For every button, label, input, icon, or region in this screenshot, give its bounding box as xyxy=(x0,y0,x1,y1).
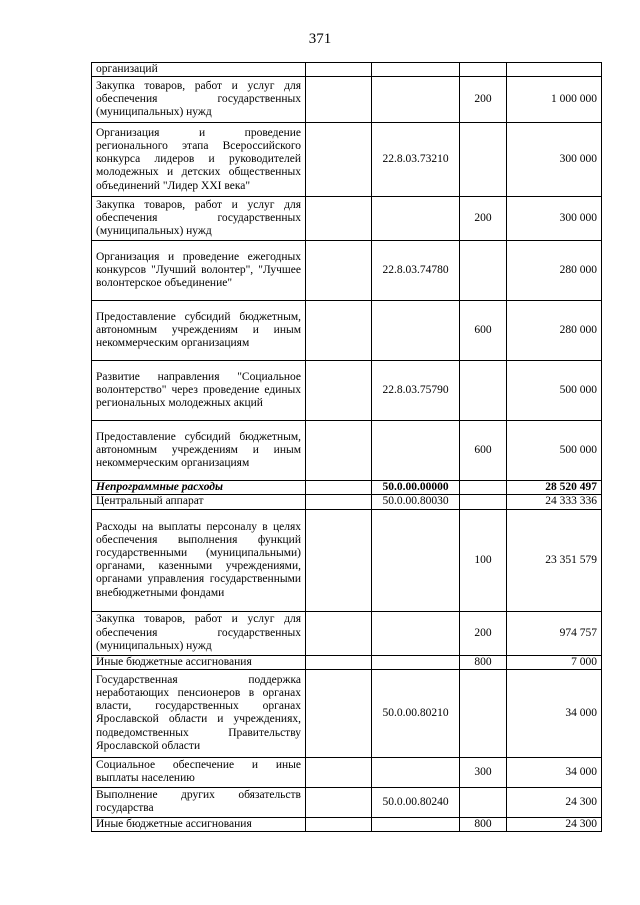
row-blank-cell xyxy=(306,241,372,301)
row-blank-cell xyxy=(306,77,372,123)
row-expense-type-cell: 600 xyxy=(460,301,507,361)
row-amount-cell: 280 000 xyxy=(507,301,602,361)
table-row xyxy=(92,787,602,817)
table-row xyxy=(92,817,602,831)
row-amount-cell: 500 000 xyxy=(507,361,602,421)
row-blank-cell xyxy=(306,63,372,77)
table-row xyxy=(92,757,602,787)
row-amount-cell: 24 300 xyxy=(507,787,602,817)
row-amount-cell: 1 000 000 xyxy=(507,77,602,123)
row-expense-type-cell xyxy=(460,123,507,197)
budget-table-body xyxy=(92,63,602,832)
row-code-cell xyxy=(372,301,460,361)
row-name-cell: Расходы на выплаты персоналу в целях обеспечения выполнения функций государственными (муниципальными) органами, казенными учреждениями, органами управления государственными внебюджетными фондами xyxy=(92,509,306,611)
table-row xyxy=(92,123,602,197)
table-row xyxy=(92,611,602,655)
row-expense-type-cell: 800 xyxy=(460,655,507,669)
row-blank-cell xyxy=(306,817,372,831)
row-amount-cell: 28 520 497 xyxy=(507,481,602,495)
row-amount-cell: 300 000 xyxy=(507,197,602,241)
row-blank-cell xyxy=(306,757,372,787)
table-row xyxy=(92,63,602,77)
table-row xyxy=(92,509,602,611)
row-code-cell xyxy=(372,757,460,787)
budget-table xyxy=(91,62,602,832)
row-blank-cell xyxy=(306,361,372,421)
row-amount-cell: 34 000 xyxy=(507,757,602,787)
row-name-cell: Предоставление субсидий бюджетным, автономным учреждениям и иным некоммерческим организациям xyxy=(92,421,306,481)
row-blank-cell xyxy=(306,509,372,611)
row-expense-type-cell: 600 xyxy=(460,421,507,481)
row-name-cell: Центральный аппарат xyxy=(92,495,306,509)
row-blank-cell xyxy=(306,421,372,481)
row-expense-type-cell xyxy=(460,787,507,817)
row-blank-cell xyxy=(306,495,372,509)
row-name-cell: Закупка товаров, работ и услуг для обеспечения государственных (муниципальных) нужд xyxy=(92,611,306,655)
row-name-cell: Развитие направления "Социальное волонтерство" через проведение единых региональных молодежных акций xyxy=(92,361,306,421)
row-expense-type-cell xyxy=(460,361,507,421)
row-amount-cell: 280 000 xyxy=(507,241,602,301)
row-blank-cell xyxy=(306,123,372,197)
row-name-cell: Социальное обеспечение и иные выплаты населению xyxy=(92,757,306,787)
row-code-cell xyxy=(372,63,460,77)
table-row xyxy=(92,361,602,421)
row-name-cell: Иные бюджетные ассигнования xyxy=(92,817,306,831)
row-expense-type-cell: 200 xyxy=(460,77,507,123)
row-expense-type-cell xyxy=(460,63,507,77)
row-name-cell: Организация и проведение ежегодных конкурсов "Лучший волонтер", "Лучшее волонтерское объединение" xyxy=(92,241,306,301)
row-expense-type-cell xyxy=(460,481,507,495)
row-amount-cell: 23 351 579 xyxy=(507,509,602,611)
row-blank-cell xyxy=(306,611,372,655)
row-name-cell: Иные бюджетные ассигнования xyxy=(92,655,306,669)
table-row xyxy=(92,481,602,495)
row-code-cell xyxy=(372,421,460,481)
row-blank-cell xyxy=(306,787,372,817)
row-expense-type-cell: 300 xyxy=(460,757,507,787)
row-name-cell: Закупка товаров, работ и услуг для обеспечения государственных (муниципальных) нужд xyxy=(92,77,306,123)
row-blank-cell xyxy=(306,481,372,495)
table-row xyxy=(92,655,602,669)
row-expense-type-cell: 100 xyxy=(460,509,507,611)
row-expense-type-cell xyxy=(460,669,507,757)
row-expense-type-cell: 200 xyxy=(460,197,507,241)
row-code-cell xyxy=(372,611,460,655)
table-row xyxy=(92,669,602,757)
row-amount-cell: 500 000 xyxy=(507,421,602,481)
row-blank-cell xyxy=(306,197,372,241)
row-code-cell: 22.8.03.75790 xyxy=(372,361,460,421)
table-row xyxy=(92,421,602,481)
table-row xyxy=(92,495,602,509)
row-amount-cell: 24 333 336 xyxy=(507,495,602,509)
table-row xyxy=(92,77,602,123)
row-expense-type-cell xyxy=(460,241,507,301)
row-expense-type-cell: 200 xyxy=(460,611,507,655)
row-code-cell: 50.0.00.80030 xyxy=(372,495,460,509)
row-amount-cell: 974 757 xyxy=(507,611,602,655)
row-amount-cell: 7 000 xyxy=(507,655,602,669)
row-blank-cell xyxy=(306,669,372,757)
row-code-cell: 50.0.00.80210 xyxy=(372,669,460,757)
row-blank-cell xyxy=(306,655,372,669)
table-row xyxy=(92,301,602,361)
row-name-cell: организаций xyxy=(92,63,306,77)
row-name-cell: Организация и проведение регионального этапа Всероссийского конкурса лидеров и руководителей молодежных и детских общественных объединений "Лидер XXI века" xyxy=(92,123,306,197)
row-code-cell: 50.0.00.00000 xyxy=(372,481,460,495)
row-name-cell: Предоставление субсидий бюджетным, автономным учреждениям и иным некоммерческим организациям xyxy=(92,301,306,361)
row-blank-cell xyxy=(306,301,372,361)
row-expense-type-cell xyxy=(460,495,507,509)
row-name-cell: Выполнение других обязательств государства xyxy=(92,787,306,817)
row-amount-cell: 24 300 xyxy=(507,817,602,831)
row-expense-type-cell: 800 xyxy=(460,817,507,831)
row-name-cell: Государственная поддержка неработающих пенсионеров в органах власти, государственных органах Ярославской области и учреждениях, подведомственных Правительству Ярославской области xyxy=(92,669,306,757)
row-code-cell xyxy=(372,509,460,611)
row-code-cell: 22.8.03.74780 xyxy=(372,241,460,301)
row-code-cell: 50.0.00.80240 xyxy=(372,787,460,817)
row-code-cell xyxy=(372,817,460,831)
row-amount-cell: 34 000 xyxy=(507,669,602,757)
row-code-cell xyxy=(372,77,460,123)
page-number: 371 xyxy=(308,31,332,47)
row-name-cell: Непрограммные расходы xyxy=(92,481,306,495)
row-code-cell: 22.8.03.73210 xyxy=(372,123,460,197)
row-code-cell xyxy=(372,197,460,241)
table-row xyxy=(92,197,602,241)
row-amount-cell: 300 000 xyxy=(507,123,602,197)
table-row xyxy=(92,241,602,301)
row-name-cell: Закупка товаров, работ и услуг для обеспечения государственных (муниципальных) нужд xyxy=(92,197,306,241)
row-amount-cell xyxy=(507,63,602,77)
row-code-cell xyxy=(372,655,460,669)
